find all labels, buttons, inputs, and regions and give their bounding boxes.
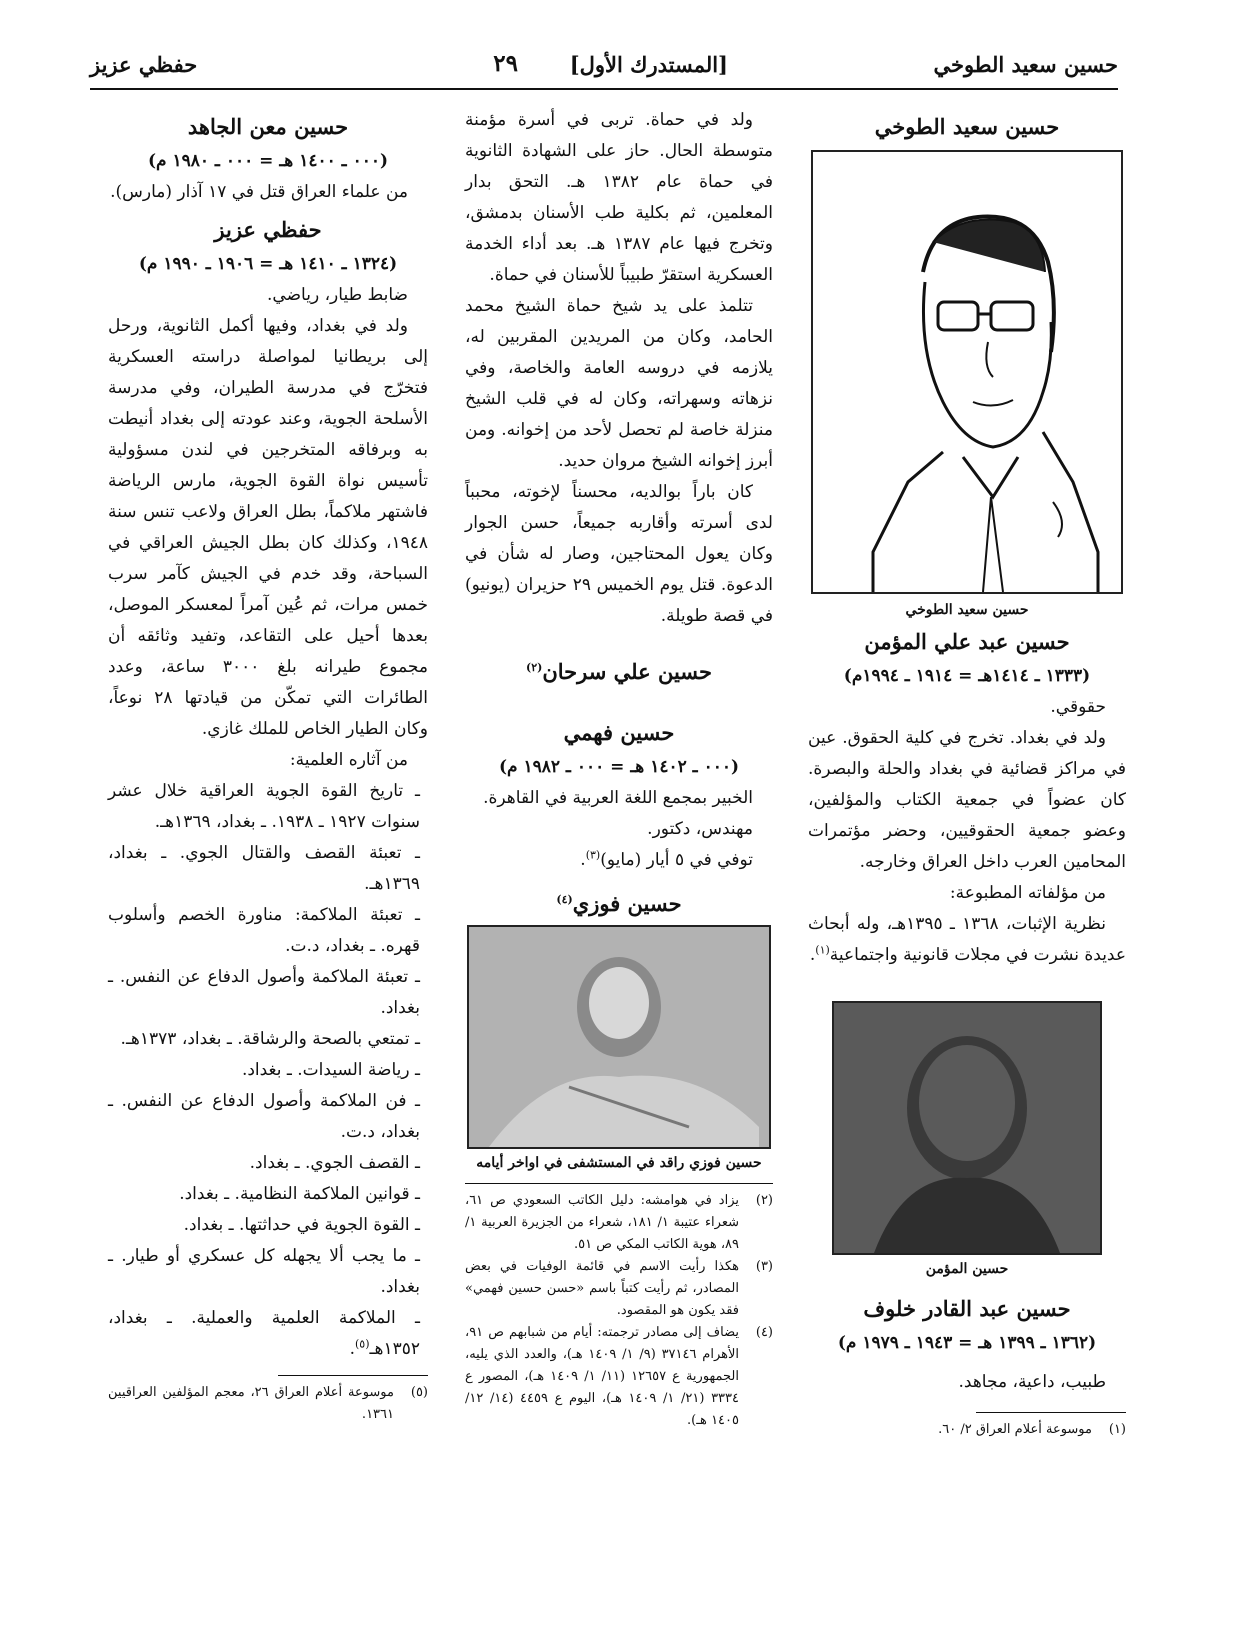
paragraph: تتلمذ على يد شيخ حماة الشيخ محمد الحامد، وكان من المريدين المقربين له، يلازمه في دروسه العامة والخاصة، وفي نزهاته وسهراته، وكان له في قلب الشيخ منزلة خاصة لم تحصل لأحد من إخوانه. ومن أبرز إخوانه الشيخ مروان حديد. bbox=[465, 296, 773, 471]
paragraph: نظرية الإثبات، ١٣٦٨ ـ ١٣٩٥هـ، وله أبحاث عديدة نشرت في مجلات قانونية واجتماعية$^{(١)}$. bbox=[808, 914, 1126, 965]
paragraph: كان باراً بوالديه، محسناً لإخوته، محبباً لدى أسرته وأقاربه جميعاً، حسن الجوار وكان يعول المحتاجين، وصار له شأن في الدعوة. قتل يوم الخميس ٢٩ حزيران (يونيو) في قصة طويلة. bbox=[465, 482, 773, 626]
page-number: ٢٩ bbox=[493, 50, 518, 77]
footnote-ref: (١) bbox=[815, 943, 830, 957]
footnote-text: يزاد في هوامشه: دليل الكاتب السعودي ص ٦١، شعراء عتيبة ١/ ١٨١، شعراء من الجزيرة العربية ١/ ٨٩، هوية الكاتب المكي ص ٥١. bbox=[465, 1193, 740, 1252]
list-item: ـ تمتعي بالصحة والرشاقة. ـ بغداد، ١٣٧٣هـ. bbox=[120, 1029, 420, 1049]
entry-title: حسين فهمي bbox=[563, 720, 675, 745]
photo-caption: حسين فوزي راقد في المستشفى في اواخر أيامه bbox=[476, 1155, 762, 1171]
list-item: ـ الملاكمة العلمية والعملية. ـ بغداد، ١٣٥٢هـ$^{(٥)}$. bbox=[108, 1308, 420, 1359]
paragraph: من علماء العراق قتل في ١٧ آذار (مارس). bbox=[110, 182, 408, 202]
footnote bbox=[808, 1419, 1126, 1441]
footnote-text: يضاف إلى مصادر ترجمته: أيام من شبابهم ص ٩١، الأهرام ٣٧١٤٦ (٩/ ١/ ١٤٠٩ هـ)، والعدد الذي يليه، الجمهورية ع ١٢٦٥٧ (١١/ ١/ ١٤٠٩ هـ)، المصور ع ٣٣٣٤ (٢١/ ١/ ١٤٠٩ هـ)، اليوم ع ٤٤٥٩ (١٤/ ١٢/ ١٤٠٥ هـ). bbox=[465, 1325, 740, 1428]
photo-caption: حسين سعيد الطوخي bbox=[905, 602, 1029, 618]
list-item: ـ القوة الجوية في حداثتها. ـ بغداد. bbox=[183, 1215, 420, 1235]
footnote bbox=[465, 1322, 773, 1432]
list-item: ـ القصف الجوي. ـ بغداد. bbox=[249, 1153, 420, 1173]
entry-dates: (٠٠٠ ـ ١٤٠٠ هـ = ٠٠٠ ـ ١٩٨٠ م) bbox=[147, 151, 389, 171]
running-header bbox=[90, 48, 1118, 90]
header-right-name: حسين سعيد الطوخي bbox=[933, 52, 1118, 77]
entry-title: حسين معن الجاهد bbox=[187, 114, 349, 139]
paragraph: من آثاره العلمية: bbox=[289, 750, 408, 770]
paragraph: ولد في حماة. تربى في أسرة مؤمنة متوسطة الحال. حاز على الشهادة الثانوية في حماة عام ١٣٨٢ هـ. التحق بدار المعلمين، ثم بكلية طب الأسنان بدمشق، وتخرج فيها عام ١٣٨٧ هـ. بعد أداء الخدمة العسكرية استقرّ طبيباً للأسنان في حماة. bbox=[465, 110, 773, 285]
paragraph: توفي في ٥ أيار (مايو)$^{(٣)}$. bbox=[580, 848, 753, 870]
paragraph: ولد في بغداد، وفيها أكمل الثانوية، ورحل إلى بريطانيا لمواصلة دراسته العسكرية فتخرّج في مدرسة الطيران، وفي مدرسة الأسلحة الجوية، وعند عودته إلى بغداد أنيطت به وبرفاقه المتخرجين في لندن مسؤولية تأسيس نواة القوة الجوية، مارس الرياضة فاشتهر ملاكماً، بطل العراق ولاعب تنس سنة ١٩٤٨، وكذلك كان بطل الجيش العراقي في السباحة، وقد خدم في الجيش كآمر سرب خمس مرات، ثم عُين آمراً لمعسكر الموصل، بعدها أحيل على التقاعد، وتفيد وثائقه أن مجموع طيرانه بلغ ٣٠٠٠ ساعة، وعدد الطائرات التي تمكّن من قيادتها ٢٨ نوعاً، وكان الطيار الخاص للملك غازي. bbox=[108, 316, 428, 739]
entry-title: حفظي عزيز bbox=[214, 217, 322, 242]
entry-title-text: حسين فوزي bbox=[572, 891, 682, 916]
footnote-text: هكذا رأيت الاسم في قائمة الوفيات في بعض المصادر، ثم رأيت كتباً باسم «حسن حسين فهمي» فقد يكون هو المقصود. bbox=[465, 1259, 739, 1318]
list-item: ـ ما يجب ألا يجهله كل عسكري أو طيار. ـ بغداد. bbox=[108, 1246, 420, 1297]
footnote bbox=[465, 1190, 773, 1256]
entry-dates: (١٣٦٢ ـ ١٣٩٩ هـ = ١٩٤٣ ـ ١٩٧٩ م) bbox=[837, 1333, 1097, 1353]
list-item: ـ قوانين الملاكمة النظامية. ـ بغداد. bbox=[179, 1184, 420, 1204]
list-item: ـ تعبئة الملاكمة: مناورة الخصم وأسلوب قهره. ـ بغداد، د.ت. bbox=[108, 905, 420, 956]
list-item-text: ـ الملاكمة العلمية والعملية. ـ بغداد، ١٣٥٢هـ bbox=[108, 1308, 420, 1359]
paragraph: مهندس، دكتور. bbox=[647, 819, 753, 839]
photo-caption: حسين المؤمن bbox=[925, 1261, 1009, 1277]
paragraph: الخبير بمجمع اللغة العربية في القاهرة. bbox=[483, 788, 753, 808]
entry-dates: (١٣٢٤ ـ ١٤١٠ هـ = ١٩٠٦ ـ ١٩٩٠ م) bbox=[138, 254, 398, 274]
entry-dates: (٠٠٠ ـ ١٤٠٢ هـ = ٠٠٠ ـ ١٩٨٢ م) bbox=[498, 757, 740, 777]
paragraph: حقوقي. bbox=[1050, 697, 1106, 717]
list-item: ـ فن الملاكمة وأصول الدفاع عن النفس. ـ بغداد، د.ت. bbox=[108, 1091, 420, 1142]
footnote-ref: (٢) bbox=[526, 661, 543, 674]
paragraph-text: توفي في ٥ أيار (مايو) bbox=[600, 850, 753, 870]
header-center: [المستدرك الأول] bbox=[569, 52, 728, 77]
footnote-ref: (٤) bbox=[556, 893, 573, 906]
entry-title bbox=[465, 656, 773, 687]
entry-title: حسين عبد علي المؤمن bbox=[864, 629, 1070, 654]
paragraph-text: نظرية الإثبات، ١٣٦٨ ـ ١٣٩٥هـ، وله أبحاث عديدة نشرت في مجلات قانونية واجتماعية bbox=[808, 914, 1126, 965]
entry-title-text: حسين علي سرحان bbox=[542, 659, 712, 684]
header-left-name: حفظي عزيز bbox=[90, 52, 198, 77]
footnote-ref: (٥) bbox=[355, 1337, 370, 1351]
paragraph: ولد في بغداد. تخرج في كلية الحقوق. عين في مراكز قضائية في بغداد والحلة والبصرة. كان عضواً في جمعية الكتاب والمؤلفين، وعضو جمعية الحقوقيين، وحضر مؤتمرات المحامين العرب داخل العراق وخارجه. bbox=[808, 728, 1126, 872]
footnote-text: موسوعة أعلام العراق ٢٦، معجم المؤلفين العراقيين ١٣٦١. bbox=[108, 1385, 394, 1422]
footnote-number: (٢) bbox=[755, 1193, 773, 1208]
footnote bbox=[465, 1256, 773, 1322]
paragraph: ضابط طيار، رياضي. bbox=[267, 285, 408, 305]
footnote-number: (١) bbox=[1108, 1422, 1126, 1437]
footnote bbox=[108, 1382, 428, 1426]
column-middle bbox=[465, 105, 773, 1432]
footnote-ref: (٣) bbox=[585, 848, 601, 862]
footnote-divider bbox=[976, 1412, 1126, 1413]
footnote-number: (٥) bbox=[410, 1385, 428, 1400]
list-item: ـ رياضة السيدات. ـ بغداد. bbox=[241, 1060, 420, 1080]
entry-title: حسين عبد القادر خلوف bbox=[863, 1296, 1071, 1321]
portrait-photo bbox=[832, 1001, 1102, 1255]
footnote-divider bbox=[278, 1375, 428, 1376]
column-right bbox=[808, 105, 1126, 1441]
paragraph: طبيب، داعية، مجاهد. bbox=[958, 1372, 1106, 1392]
footnote-text: موسوعة أعلام العراق ٢/ ٦٠. bbox=[938, 1422, 1092, 1437]
list-item: ـ تعبئة القصف والقتال الجوي. ـ بغداد، ١٣٦٩هـ. bbox=[108, 843, 420, 894]
column-left bbox=[108, 105, 428, 1426]
list-item: ـ تاريخ القوة الجوية العراقية خلال عشر سنوات ١٩٢٧ ـ ١٩٣٨. ـ بغداد، ١٣٦٩هـ. bbox=[108, 781, 420, 832]
entry-title bbox=[465, 888, 773, 919]
paragraph: من مؤلفاته المطبوعة: bbox=[949, 883, 1106, 903]
list-item: ـ تعبئة الملاكمة وأصول الدفاع عن النفس. ـ بغداد. bbox=[108, 967, 420, 1018]
hospital-photo bbox=[467, 925, 771, 1149]
entry-title: حسين سعيد الطوخي bbox=[874, 114, 1060, 139]
portrait-photo-icon bbox=[834, 1003, 1100, 1253]
footnote-number: (٣) bbox=[755, 1259, 773, 1274]
portrait-sketch bbox=[811, 150, 1123, 594]
footnote-divider bbox=[465, 1183, 773, 1184]
footnote-number: (٤) bbox=[755, 1325, 773, 1340]
hospital-photo-icon bbox=[469, 927, 769, 1147]
portrait-sketch-icon bbox=[813, 152, 1121, 592]
entry-dates: (١٣٣٣ ـ ١٤١٤هـ = ١٩١٤ ـ ١٩٩٤م) bbox=[843, 666, 1091, 686]
